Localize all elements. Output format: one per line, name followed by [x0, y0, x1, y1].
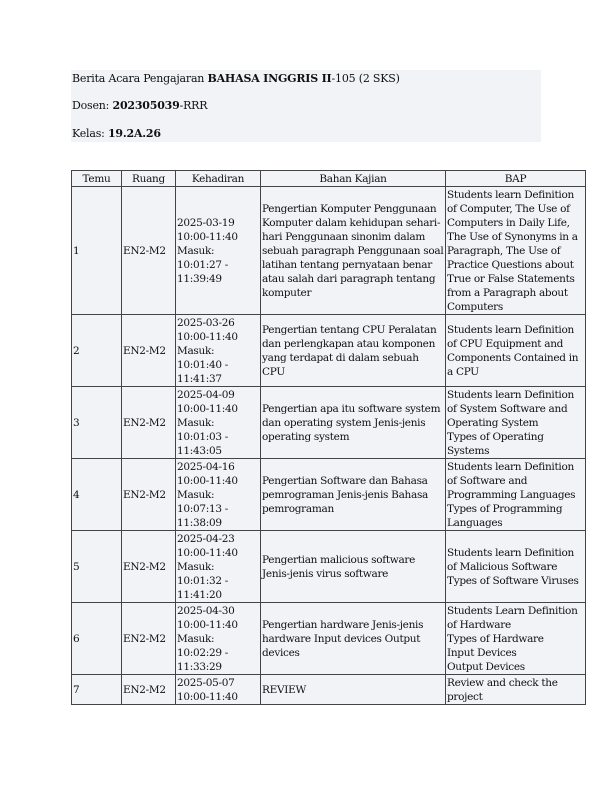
kehadiran-out: 11:38:09	[177, 516, 222, 529]
kehadiran-masuk-label: Masuk:	[177, 632, 215, 645]
table-row	[72, 315, 586, 387]
cell-bap	[446, 387, 586, 459]
lecturer-id: 202305039	[112, 99, 180, 112]
lecturer-label: Dosen:	[72, 99, 113, 112]
header-ruang: Ruang	[122, 171, 176, 187]
cell-bahan-kajian: Pengertian hardware Jenis-jenis hardware Input devices Output devices	[261, 603, 446, 675]
kehadiran-in: 10:01:40 -	[177, 358, 229, 371]
kehadiran-in: 10:01:03 -	[177, 430, 229, 443]
cell-temu: 1	[72, 187, 122, 315]
bap-line: Input Devices	[447, 646, 517, 659]
cell-temu: 7	[72, 675, 122, 705]
table-row	[72, 603, 586, 675]
kehadiran-in: 10:07:13 -	[177, 502, 229, 515]
bap-line: Students learn Definition of System Software and Operating System	[447, 388, 574, 429]
kehadiran-date: 2025-05-07	[177, 676, 235, 689]
cell-temu: 2	[72, 315, 122, 387]
kehadiran-masuk-label: Masuk:	[177, 244, 215, 257]
cell-bahan-kajian: Pengertian Software dan Bahasa pemrograman Jenis-jenis Bahasa pemrograman	[261, 459, 446, 531]
kehadiran-date: 2025-04-23	[177, 532, 235, 545]
table-row	[72, 387, 586, 459]
class-line	[72, 127, 161, 141]
cell-temu: 5	[72, 531, 122, 603]
cell-kehadiran	[176, 387, 261, 459]
cell-bap	[446, 531, 586, 603]
cell-ruang: EN2-M2	[122, 459, 176, 531]
cell-bahan-kajian: Pengertian tentang CPU Peralatan dan perlengkapan atau komponen yang terdapat di dalam sebuah CPU	[261, 315, 446, 387]
cell-bap	[446, 187, 586, 315]
kehadiran-out: 11:41:37	[177, 372, 222, 385]
kehadiran-out: 11:41:20	[177, 588, 222, 601]
course-code: -105 (2 SKS)	[331, 72, 400, 85]
kehadiran-masuk-label: Masuk:	[177, 344, 215, 357]
cell-ruang: EN2-M2	[122, 315, 176, 387]
cell-ruang: EN2-M2	[122, 531, 176, 603]
kehadiran-in: 10:01:32 -	[177, 574, 229, 587]
document-header	[71, 70, 541, 142]
bap-line: Types of Operating Systems	[447, 430, 544, 457]
table-row	[72, 187, 586, 315]
cell-bahan-kajian: Pengertian apa itu software system dan operating system Jenis-jenis operating system	[261, 387, 446, 459]
kehadiran-masuk-label: Masuk:	[177, 560, 215, 573]
kehadiran-time: 10:00-11:40	[177, 690, 238, 703]
header-bahan-kajian: Bahan Kajian	[261, 171, 446, 187]
cell-bahan-kajian: Pengertian Komputer Penggunaan Komputer dalam kehidupan sehari-hari Penggunaan sinonim dalam sebuah paragraph Penggunaan soal latihan tentang pernyataan benar atau salah dari paragraph tentang komputer	[261, 187, 446, 315]
bap-line: Students Learn Definition of Hardware	[447, 604, 578, 631]
cell-kehadiran	[176, 675, 261, 705]
kehadiran-time: 10:00-11:40	[177, 618, 238, 631]
bap-line: Types of Hardware	[447, 632, 544, 645]
cell-bahan-kajian: REVIEW	[261, 675, 446, 705]
table-row	[72, 459, 586, 531]
cell-bahan-kajian: Pengertian malicious software Jenis-jenis virus software	[261, 531, 446, 603]
bap-line: Review and check the project	[447, 676, 558, 703]
cell-ruang: EN2-M2	[122, 187, 176, 315]
kehadiran-time: 10:00-11:40	[177, 474, 238, 487]
cell-kehadiran	[176, 603, 261, 675]
kehadiran-time: 10:00-11:40	[177, 402, 238, 415]
header-temu: Temu	[72, 171, 122, 187]
bap-line: Output Devices	[447, 660, 525, 673]
cell-ruang: EN2-M2	[122, 675, 176, 705]
class-label: Kelas:	[72, 127, 108, 140]
cell-bap	[446, 603, 586, 675]
cell-kehadiran	[176, 187, 261, 315]
cell-ruang: EN2-M2	[122, 387, 176, 459]
table-header-row	[72, 171, 586, 187]
cell-kehadiran	[176, 315, 261, 387]
bap-line: Types of Programming Languages	[447, 502, 563, 529]
cell-temu: 3	[72, 387, 122, 459]
class-value: 19.2A.26	[107, 127, 161, 140]
kehadiran-masuk-label: Masuk:	[177, 416, 215, 429]
table-row	[72, 531, 586, 603]
course-title-line	[72, 72, 400, 86]
header-kehadiran: Kehadiran	[176, 171, 261, 187]
kehadiran-in: 10:01:27 -	[177, 258, 229, 271]
cell-bap	[446, 675, 586, 705]
kehadiran-masuk-label: Masuk:	[177, 488, 215, 501]
kehadiran-in: 10:02:29 -	[177, 646, 229, 659]
table-row	[72, 675, 586, 705]
bap-line: Types of Software Viruses	[447, 574, 579, 587]
kehadiran-date: 2025-04-09	[177, 388, 235, 401]
course-name: BAHASA INGGRIS II	[207, 72, 332, 85]
cell-bap	[446, 459, 586, 531]
kehadiran-date: 2025-04-30	[177, 604, 235, 617]
cell-temu: 4	[72, 459, 122, 531]
kehadiran-out: 11:39:49	[177, 272, 222, 285]
bap-line: Students learn Definition of Computer, The Use of Computers in Daily Life, The Use of Synonyms in a Paragraph, The Use of Practice Questions about True or False Statements from a Paragraph about Computers	[447, 188, 578, 313]
cell-bap	[446, 315, 586, 387]
kehadiran-date: 2025-03-19	[177, 216, 235, 229]
teaching-log-table	[71, 170, 586, 705]
kehadiran-out: 11:33:29	[177, 660, 222, 673]
cell-ruang: EN2-M2	[122, 603, 176, 675]
kehadiran-date: 2025-04-16	[177, 460, 235, 473]
course-title-prefix: Berita Acara Pengajaran	[72, 72, 208, 85]
cell-kehadiran	[176, 459, 261, 531]
kehadiran-date: 2025-03-26	[177, 316, 235, 329]
lecturer-suffix: -RRR	[179, 99, 208, 112]
bap-line: Students learn Definition of CPU Equipment and Components Contained in a CPU	[447, 323, 579, 378]
cell-kehadiran	[176, 531, 261, 603]
bap-line: Students learn Definition of Malicious Software	[447, 546, 574, 573]
kehadiran-time: 10:00-11:40	[177, 546, 238, 559]
kehadiran-time: 10:00-11:40	[177, 330, 238, 343]
kehadiran-time: 10:00-11:40	[177, 230, 238, 243]
header-bap: BAP	[446, 171, 586, 187]
lecturer-line	[72, 99, 207, 113]
bap-line: Students learn Definition of Software and Programming Languages	[447, 460, 576, 501]
kehadiran-out: 11:43:05	[177, 444, 222, 457]
cell-temu: 6	[72, 603, 122, 675]
